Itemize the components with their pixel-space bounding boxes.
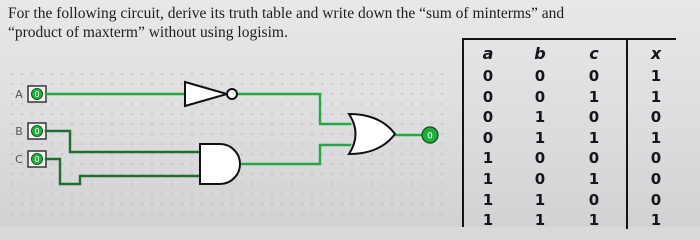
input-b-value: 0: [34, 127, 40, 136]
cell-b-7: 1: [534, 211, 546, 230]
cell-a-5: 1: [482, 169, 494, 188]
input-b-label: B: [15, 125, 23, 138]
cell-c-6: 0: [588, 190, 600, 209]
input-c-value: 0: [34, 155, 40, 164]
cell-a-1: 0: [482, 87, 494, 106]
input-c-label: C: [15, 153, 23, 166]
column-divider: [626, 40, 628, 229]
cell-b-5: 0: [534, 169, 546, 188]
column-c: [574, 42, 614, 231]
cell-x-4: 0: [650, 149, 662, 168]
question-line-2: “product of maxterm” without using logisim.: [8, 24, 288, 41]
question-text: [8, 4, 608, 42]
cell-x-5: 0: [650, 169, 662, 188]
input-pin-b[interactable]: [28, 123, 46, 139]
cell-x-6: 0: [650, 190, 662, 209]
and-gate[interactable]: [200, 144, 240, 184]
cell-a-4: 1: [482, 149, 494, 168]
header-a: a: [482, 44, 494, 63]
column-b: [520, 42, 560, 231]
cell-a-2: 0: [482, 108, 494, 127]
cell-a-3: 0: [482, 128, 494, 147]
cell-a-7: 1: [482, 211, 494, 230]
cell-c-3: 1: [588, 128, 600, 147]
cell-x-1: 1: [650, 87, 662, 106]
cell-c-7: 1: [588, 211, 600, 230]
cell-x-2: 0: [650, 108, 662, 127]
cell-b-2: 1: [534, 108, 546, 127]
cell-a-0: 0: [482, 67, 494, 85]
cell-b-1: 0: [534, 87, 546, 106]
cell-x-7: 1: [650, 211, 662, 230]
handwritten-truth-table: [462, 38, 676, 230]
cell-b-4: 0: [534, 149, 546, 168]
cell-x-3: 1: [650, 128, 662, 147]
output-pin[interactable]: [422, 127, 438, 143]
input-pin-a[interactable]: [28, 86, 46, 102]
column-x: [636, 42, 676, 231]
cell-b-3: 1: [534, 128, 546, 147]
logic-circuit-diagram: [0, 52, 460, 227]
cell-a-6: 1: [482, 190, 494, 209]
cell-c-2: 0: [588, 108, 600, 127]
header-b: b: [534, 44, 546, 63]
header-c: c: [589, 44, 599, 63]
cell-b-6: 1: [534, 190, 546, 209]
cell-b-0: 0: [534, 67, 546, 85]
input-pin-c[interactable]: [28, 151, 46, 167]
input-a-label: A: [15, 88, 23, 101]
header-x: x: [650, 44, 662, 63]
cell-c-1: 1: [588, 87, 600, 106]
question-line-1: For the following circuit, derive its truth table and write down the “sum of minterms” and: [8, 5, 565, 22]
output-value: 0: [427, 131, 433, 142]
input-a-value: 0: [34, 90, 40, 99]
cell-c-5: 1: [588, 169, 600, 188]
cell-c-0: 0: [588, 67, 600, 85]
column-a: [468, 42, 508, 231]
cell-c-4: 0: [588, 149, 600, 168]
cell-x-0: 1: [650, 67, 662, 85]
